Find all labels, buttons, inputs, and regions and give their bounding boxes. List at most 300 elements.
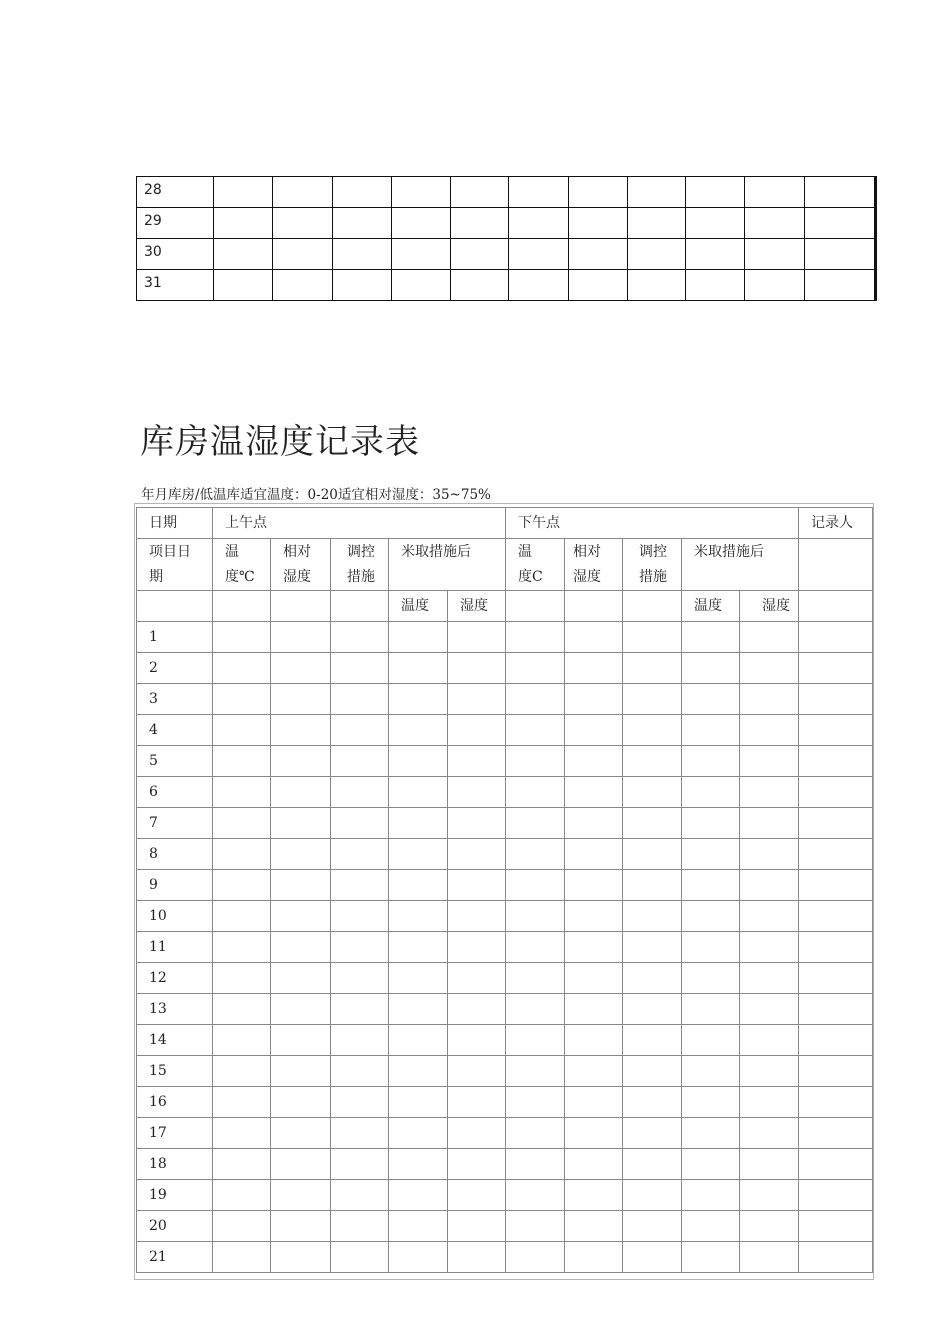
am-after-temperature: 温度 [389,591,448,622]
blank-cell [799,901,873,932]
blank-cell [805,208,876,239]
blank-cell [271,1242,331,1273]
blank-cell [506,653,565,684]
blank-cell [389,1056,448,1087]
blank-cell [333,270,392,301]
am-temperature-cell: 温 度℃ [213,539,271,591]
blank-cell [273,239,333,270]
blank-cell [623,1118,682,1149]
blank-cell [682,994,740,1025]
blank-cell [448,1149,506,1180]
blank-cell [565,777,623,808]
pm-after-humidity: 湿度 [740,591,799,622]
blank-cell [805,270,876,301]
blank-cell [740,870,799,901]
blank-cell [448,777,506,808]
blank-cell [389,994,448,1025]
blank-cell [740,622,799,653]
blank-cell [271,808,331,839]
blank-cell [805,177,876,208]
blank-cell [686,239,745,270]
blank-cell [213,994,271,1025]
table-row [137,1056,873,1087]
blank-cell [799,808,873,839]
blank-cell [331,1087,389,1118]
temperature-humidity-table [136,507,873,1273]
blank-cell [389,1242,448,1273]
blank-cell [623,1149,682,1180]
blank-cell [333,239,392,270]
blank-cell [740,777,799,808]
blank-cell [569,208,628,239]
blank-cell [331,715,389,746]
blank-cell [506,622,565,653]
document-title: 库房温湿度记录表 [140,422,420,462]
blank-cell [740,1087,799,1118]
blank-cell [214,270,273,301]
blank-cell [506,994,565,1025]
table-row [137,208,876,239]
pm-after-measures-cell: 米取措施后 [682,539,799,591]
day-label: 8 [137,839,213,870]
blank-cell [569,270,628,301]
blank-cell [506,684,565,715]
blank-cell [740,715,799,746]
blank-cell [623,932,682,963]
blank-cell [213,963,271,994]
blank-cell [565,1211,623,1242]
blank-cell [740,1025,799,1056]
pm-humidity-cell: 相对 湿度 [565,539,623,591]
blank-cell [389,808,448,839]
blank-cell [745,270,805,301]
blank-cell [682,715,740,746]
day-label: 6 [137,777,213,808]
blank-cell [745,239,805,270]
blank-cell [331,870,389,901]
blank-cell [565,1087,623,1118]
blank-cell [213,1180,271,1211]
blank-cell [799,870,873,901]
previous-page-table [136,176,877,301]
blank-cell [623,839,682,870]
blank-cell [682,901,740,932]
blank-cell [214,177,273,208]
blank-cell [682,963,740,994]
blank-cell [448,1056,506,1087]
blank-cell [805,239,876,270]
blank-cell [565,839,623,870]
blank-cell [509,239,569,270]
blank-cell [331,839,389,870]
blank-cell [623,777,682,808]
day-label: 19 [137,1180,213,1211]
blank-cell [451,270,509,301]
blank-cell [213,932,271,963]
day-label: 18 [137,1149,213,1180]
blank-cell [448,1087,506,1118]
blank-cell [213,901,271,932]
blank-cell [271,622,331,653]
blank-cell [509,208,569,239]
blank-cell [628,239,686,270]
blank-cell [448,746,506,777]
blank-cell [799,1242,873,1273]
blank-cell [623,1180,682,1211]
blank-cell [213,1025,271,1056]
blank-cell [448,1242,506,1273]
subheader-row [137,539,873,591]
blank-cell [389,1211,448,1242]
blank-cell [623,1025,682,1056]
blank-cell [273,270,333,301]
blank-cell [506,808,565,839]
day-label: 13 [137,994,213,1025]
blank-cell [389,622,448,653]
blank-cell [623,653,682,684]
am-after-humidity: 湿度 [448,591,506,622]
day-label: 21 [137,1242,213,1273]
item-date-cell: 项目日 期 [137,539,213,591]
day-label: 3 [137,684,213,715]
day-label: 10 [137,901,213,932]
blank-cell [392,239,451,270]
blank-cell [740,684,799,715]
blank-cell [740,653,799,684]
blank-cell [682,1211,740,1242]
blank-cell [448,963,506,994]
blank-cell [271,684,331,715]
blank-cell [448,932,506,963]
blank-cell [565,932,623,963]
blank-cell [740,839,799,870]
table-row [137,746,873,777]
blank-cell [740,746,799,777]
blank-cell [740,1118,799,1149]
blank-cell [271,1056,331,1087]
blank-cell [623,1211,682,1242]
table-row [137,622,873,653]
table-row [137,177,876,208]
table-row [137,963,873,994]
blank-cell [213,1056,271,1087]
day-label: 20 [137,1211,213,1242]
blank-cell [799,839,873,870]
day-label: 31 [137,270,214,301]
blank-cell [682,653,740,684]
blank-cell [271,1118,331,1149]
table-row [137,1087,873,1118]
blank-cell [506,870,565,901]
pm-temperature-cell: 温 度C [506,539,565,591]
blank-cell [506,1056,565,1087]
blank-cell [565,653,623,684]
blank-cell [623,808,682,839]
blank-cell [213,622,271,653]
blank-cell [682,1118,740,1149]
blank-cell [213,1149,271,1180]
blank-cell [389,1087,448,1118]
blank-cell [686,208,745,239]
blank-cell [213,777,271,808]
table-row [137,1025,873,1056]
blank-cell [392,177,451,208]
blank-cell [799,1149,873,1180]
blank-cell [389,777,448,808]
blank-cell [509,177,569,208]
blank-cell [331,684,389,715]
table-row [137,808,873,839]
pm-after-temperature: 温度 [682,591,740,622]
table-row [137,653,873,684]
am-control-cell: 调控 措施 [331,539,389,591]
blank-cell [331,653,389,684]
header-recorder: 记录人 [799,508,873,539]
blank-cell [389,684,448,715]
blank-cell [506,1118,565,1149]
blank-cell [506,1180,565,1211]
blank-cell [213,684,271,715]
blank-cell [506,932,565,963]
blank-cell [451,177,509,208]
blank-cell [799,1211,873,1242]
blank-cell [682,932,740,963]
blank-cell [682,1025,740,1056]
blank-cell [213,653,271,684]
blank-cell [799,932,873,963]
blank-cell [392,208,451,239]
table-row [137,1211,873,1242]
day-label: 1 [137,622,213,653]
blank-cell [213,1242,271,1273]
blank-cell [623,994,682,1025]
table-row [137,777,873,808]
day-label: 28 [137,177,214,208]
blank-cell [565,870,623,901]
day-label: 5 [137,746,213,777]
blank-cell [331,1180,389,1211]
blank-cell [799,1087,873,1118]
blank-cell [448,870,506,901]
blank-cell [506,1025,565,1056]
blank-cell [506,1149,565,1180]
blank-cell [331,1025,389,1056]
blank-cell [682,1056,740,1087]
table-row [137,870,873,901]
day-label: 2 [137,653,213,684]
blank-cell [623,684,682,715]
blank-cell [506,1242,565,1273]
blank-cell [448,901,506,932]
am-after-measures-cell: 米取措施后 [389,539,506,591]
blank-cell [740,1211,799,1242]
blank-cell [389,870,448,901]
header-morning: 上午点 [213,508,506,539]
blank-cell [331,1118,389,1149]
day-label: 12 [137,963,213,994]
blank-cell [271,901,331,932]
blank-cell [331,1056,389,1087]
blank-cell [213,1211,271,1242]
blank-cell [506,715,565,746]
blank-cell [331,746,389,777]
blank-cell [623,963,682,994]
blank-cell [273,177,333,208]
blank-cell [389,932,448,963]
blank-cell [628,208,686,239]
table-row [137,715,873,746]
blank-cell [740,1180,799,1211]
blank-cell [389,901,448,932]
blank-cell [506,839,565,870]
blank-cell [448,684,506,715]
blank-cell [799,1180,873,1211]
blank-cell [799,622,873,653]
blank-cell [331,622,389,653]
blank-cell [686,177,745,208]
blank-cell [623,746,682,777]
blank-cell [740,808,799,839]
blank-cell [271,932,331,963]
blank-cell [682,1087,740,1118]
blank-cell [273,208,333,239]
blank-cell [389,839,448,870]
subheader2-row [137,591,873,622]
blank-cell [682,622,740,653]
blank-cell [682,684,740,715]
blank-cell [565,1025,623,1056]
blank-cell [565,746,623,777]
blank-cell [682,777,740,808]
blank-cell [565,1180,623,1211]
blank-cell [271,1180,331,1211]
blank-cell [565,1056,623,1087]
blank-cell [213,715,271,746]
blank-cell [331,932,389,963]
blank-cell [448,994,506,1025]
blank-cell [389,715,448,746]
recorder-blank-cell [799,539,873,591]
table-row [137,239,876,270]
blank-cell [506,746,565,777]
blank-cell [271,1211,331,1242]
header-afternoon: 下午点 [506,508,799,539]
table-row [137,994,873,1025]
document-subtitle: 年月库房/低温库适宜温度：0-20适宜相对湿度：35~75% [141,487,491,503]
blank-cell [740,1056,799,1087]
blank-cell [799,777,873,808]
blank-cell [506,1087,565,1118]
blank-cell [213,839,271,870]
blank-cell [389,963,448,994]
table-row [137,1180,873,1211]
blank-cell [271,870,331,901]
table-row [137,1149,873,1180]
blank-cell [271,1087,331,1118]
blank-cell [451,208,509,239]
blank-cell [628,270,686,301]
blank-cell [569,239,628,270]
blank-cell [271,746,331,777]
blank-cell [213,1087,271,1118]
blank-cell [623,1242,682,1273]
table-row [137,270,876,301]
blank-cell [213,808,271,839]
blank-cell [271,715,331,746]
blank-cell [565,1118,623,1149]
blank-cell [392,270,451,301]
blank-cell [682,839,740,870]
blank-cell [565,1149,623,1180]
day-label: 14 [137,1025,213,1056]
blank-cell [271,1149,331,1180]
blank-cell [740,994,799,1025]
blank-cell [214,208,273,239]
day-label: 4 [137,715,213,746]
blank-cell [682,870,740,901]
blank-cell [389,746,448,777]
blank-cell [569,177,628,208]
day-label: 15 [137,1056,213,1087]
blank-cell [331,808,389,839]
blank-cell [740,932,799,963]
blank-cell [623,622,682,653]
blank-cell [389,1180,448,1211]
blank-cell [799,1025,873,1056]
blank-cell [799,746,873,777]
blank-cell [448,1211,506,1242]
blank-cell [333,177,392,208]
day-label: 30 [137,239,214,270]
blank-cell [565,994,623,1025]
blank-cell [333,208,392,239]
blank-cell [565,963,623,994]
blank-cell [682,746,740,777]
blank-cell [565,808,623,839]
blank-cell [214,239,273,270]
blank-cell [799,963,873,994]
blank-cell [682,1180,740,1211]
blank-cell [623,901,682,932]
blank-cell [565,715,623,746]
blank-cell [271,839,331,870]
blank-cell [623,1087,682,1118]
blank-cell [799,1118,873,1149]
blank-cell [271,777,331,808]
blank-cell [506,777,565,808]
blank-cell [331,1149,389,1180]
am-humidity-cell: 相对 湿度 [271,539,331,591]
blank-cell [740,901,799,932]
blank-cell [565,684,623,715]
blank-cell [331,994,389,1025]
blank-cell [799,715,873,746]
blank-cell [509,270,569,301]
blank-cell [565,1242,623,1273]
blank-cell [623,870,682,901]
blank-cell [623,1056,682,1087]
blank-cell [213,746,271,777]
table-row [137,684,873,715]
day-label: 11 [137,932,213,963]
blank-cell [565,901,623,932]
blank-cell [271,994,331,1025]
blank-cell [331,963,389,994]
blank-cell [451,239,509,270]
blank-cell [799,684,873,715]
blank-cell [745,208,805,239]
blank-cell [745,177,805,208]
